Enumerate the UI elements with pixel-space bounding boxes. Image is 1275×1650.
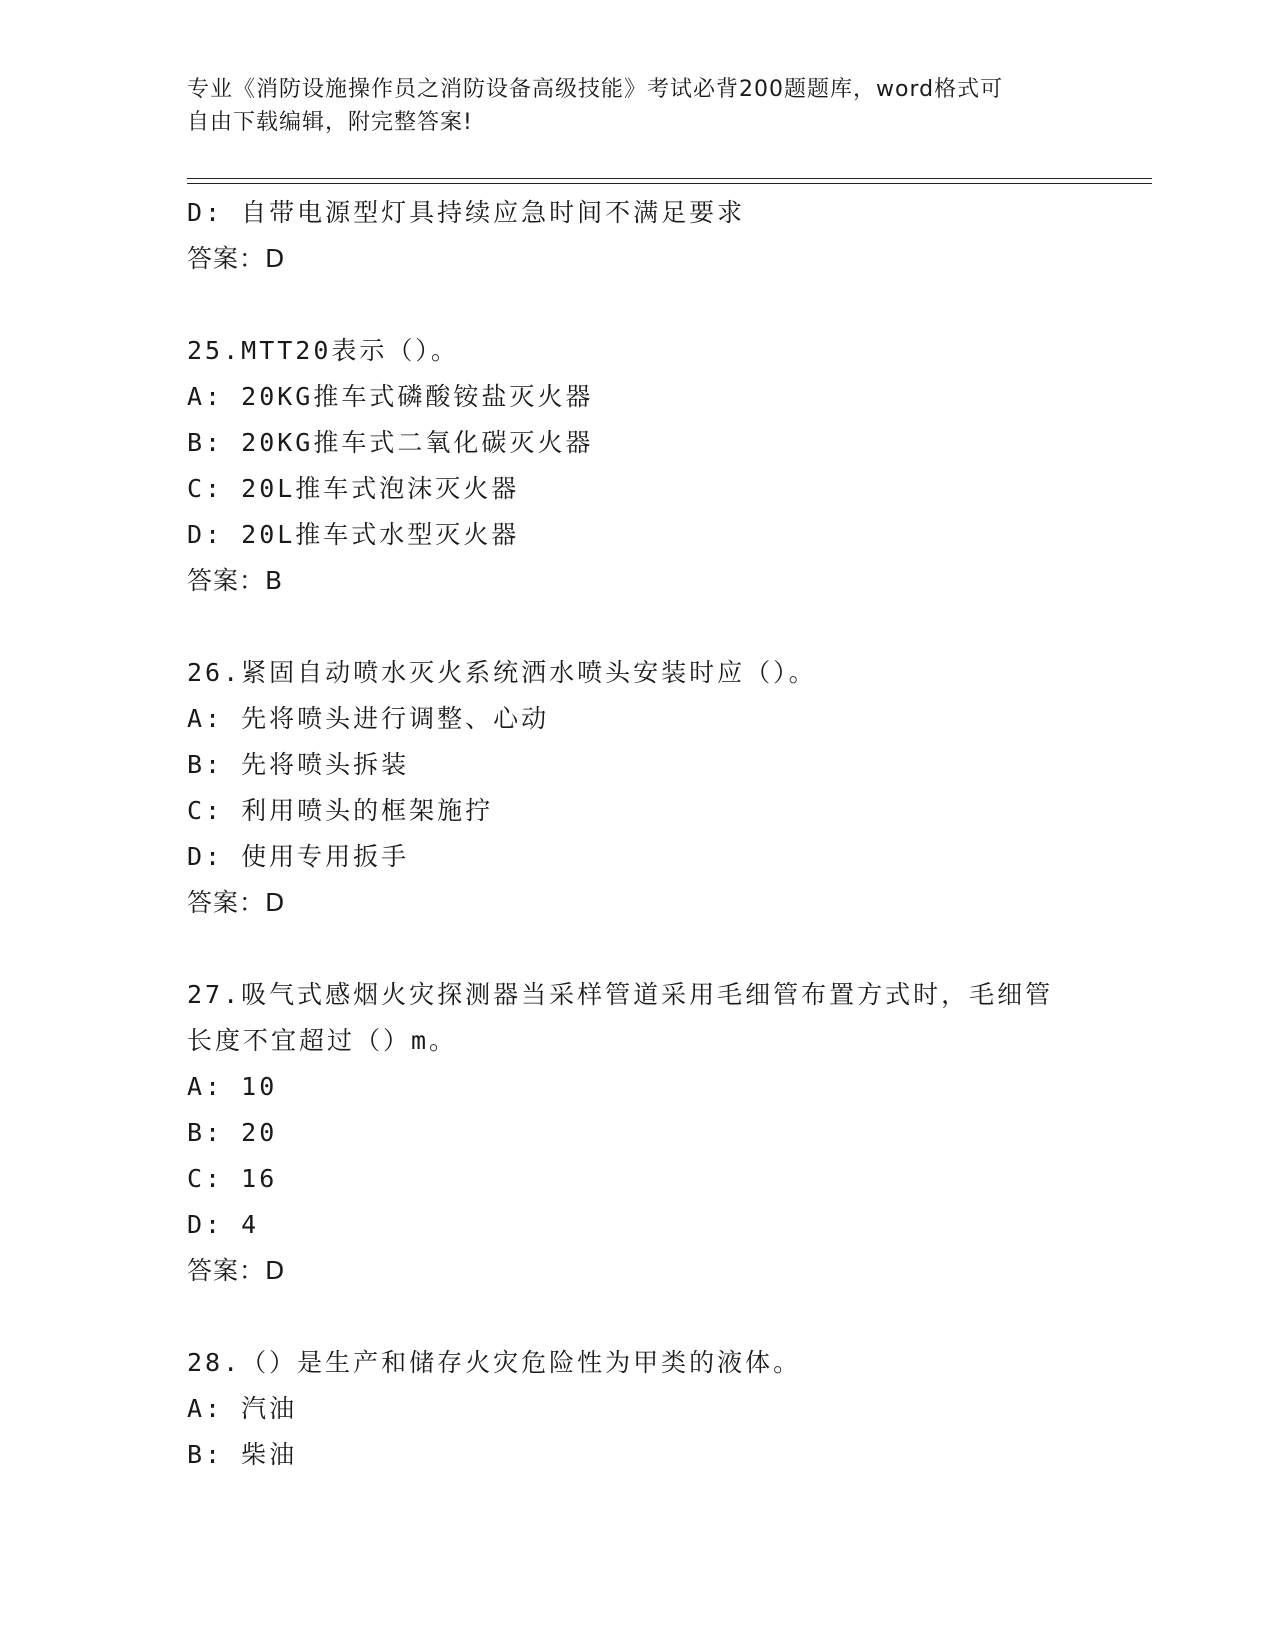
option-a: A: 20KG推车式磷酸铵盐灭火器: [187, 382, 594, 411]
document-header: [187, 73, 1087, 139]
question-stem-line-1: 27.吸气式感烟火灾探测器当采样管道采用毛细管布置方式时，毛细管: [187, 980, 1054, 1009]
question-stem: 28.（）是生产和储存火灾危险性为甲类的液体。: [187, 1348, 802, 1377]
option-c: C: 16: [187, 1164, 278, 1193]
prev-option-d: D: 自带电源型灯具持续应急时间不满足要求: [187, 198, 746, 227]
header-divider-bottom: [187, 183, 1152, 184]
prev-answer: 答案：D: [187, 244, 286, 273]
option-c: C: 利用喷头的框架施拧: [187, 796, 494, 825]
option-d: D: 使用专用扳手: [187, 842, 410, 871]
option-b: B: 柴油: [187, 1440, 298, 1469]
header-divider-top: [187, 178, 1152, 179]
option-d: D: 20L推车式水型灭火器: [187, 520, 520, 549]
answer: 答案：D: [187, 888, 286, 917]
answer: 答案：B: [187, 566, 284, 595]
option-a: A: 汽油: [187, 1394, 298, 1423]
question-25: [187, 328, 1087, 604]
header-line-1: 专业《消防设施操作员之消防设备高级技能》考试必背200题题库，word格式可: [187, 77, 1004, 102]
question-list: [187, 190, 1087, 1478]
answer: 答案：D: [187, 1256, 286, 1285]
spacer: [187, 1294, 1087, 1340]
option-a: A: 10: [187, 1072, 278, 1101]
option-a: A: 先将喷头进行调整、心动: [187, 704, 550, 733]
option-b: B: 20KG推车式二氧化碳灭火器: [187, 428, 594, 457]
option-c: C: 20L推车式泡沫灭火器: [187, 474, 520, 503]
question-26: [187, 650, 1087, 926]
spacer: [187, 604, 1087, 650]
question-stem: 26.紧固自动喷水灭火系统洒水喷头安装时应（）。: [187, 658, 817, 687]
question-27: [187, 972, 1087, 1294]
option-b: B: 先将喷头拆装: [187, 750, 410, 779]
spacer: [187, 282, 1087, 328]
spacer: [187, 926, 1087, 972]
option-b: B: 20: [187, 1118, 278, 1147]
question-stem-line-2: 长度不宜超过（）m。: [187, 1026, 458, 1055]
option-d: D: 4: [187, 1210, 260, 1239]
question-28: [187, 1340, 1087, 1478]
question-stem: 25.MTT20表示（）。: [187, 336, 459, 365]
header-line-2: 自由下载编辑，附完整答案!: [187, 110, 473, 135]
